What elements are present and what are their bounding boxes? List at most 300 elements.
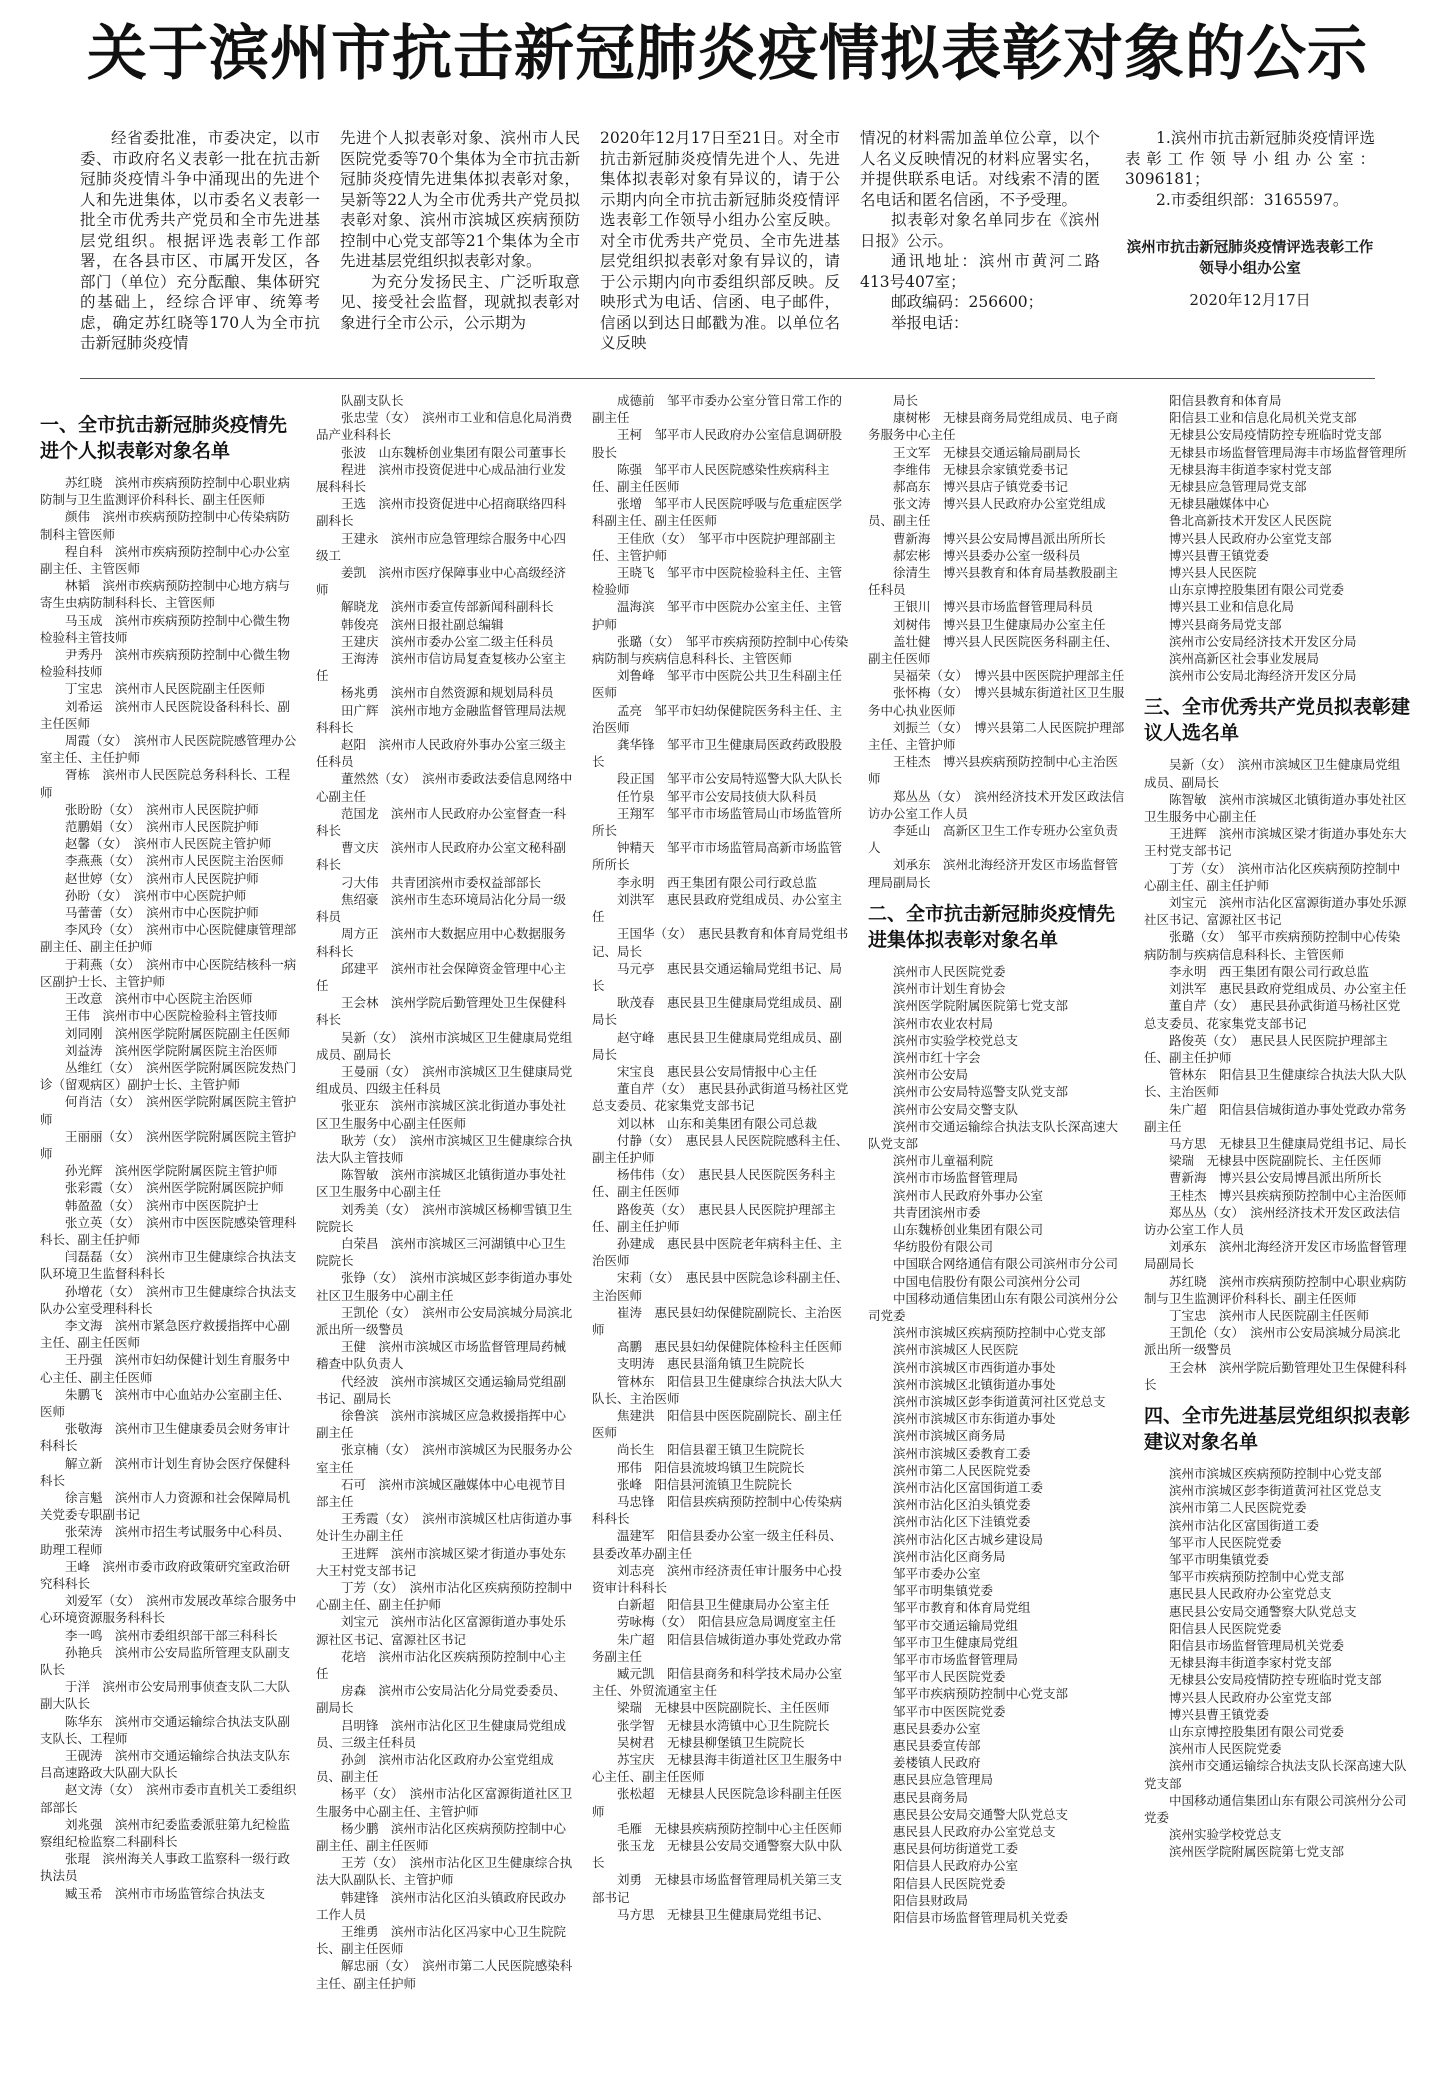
list-item: 滨州市沾化区富国街道工委 bbox=[893, 1479, 1044, 1495]
list-item: 刁大伟 共青团滨州市委权益部部长 bbox=[341, 874, 542, 890]
list-item: 阳信县市场监督管理局机关党委 bbox=[1169, 1638, 1345, 1653]
intro-paragraph: 邮政编码：256600； bbox=[891, 293, 1044, 311]
list-item: 王维勇 滨州市沾化区冯家中心卫生院院长、副主任医师 bbox=[316, 1924, 567, 1957]
list-item: 中国移动通信集团山东有限公司滨州分公司党委 bbox=[1144, 1792, 1407, 1826]
list-item: 张亚东 滨州市滨城区滨北街道办事处社区卫生服务中心副主任医师 bbox=[316, 1098, 567, 1131]
list-item: 徐言魁 滨州市人力资源和社会保障局机关党委专职副书记 bbox=[40, 1489, 291, 1523]
list-item: 韩建锋 滨州市沾化区泊头镇政府民政办工作人员 bbox=[316, 1889, 567, 1922]
list-item: 李风玲（女） 滨州市中心医院健康管理部副主任、副主任护师 bbox=[40, 922, 297, 955]
list-item: 赵阳 滨州市人民政府外事办公室三级主任科员 bbox=[316, 737, 567, 770]
list-item: 路俊英（女） 惠民县人民医院护理部主任、副主任护师 bbox=[592, 1201, 836, 1234]
list-item: 博兴县工业和信息化局 bbox=[1169, 599, 1295, 615]
list-item: 邢伟 阳信县流坡坞镇卫生院院长 bbox=[617, 1459, 805, 1475]
list-item: 康树彬 无棣县商务局党组成员、电子商务服务中心主任 bbox=[868, 410, 1119, 443]
list-item: 滨州市沾化区泊头镇党委 bbox=[893, 1497, 1031, 1513]
list-item: 臧玉希 滨州市市场监管综合执法支 bbox=[65, 1885, 266, 1901]
list-item: 董自芹（女） 惠民县孙武街道马杨社区党总支委员、花家集党支部书记 bbox=[592, 1081, 849, 1114]
list-item: 钟精天 邹平市市场监管局高新市场监管所所长 bbox=[592, 840, 843, 873]
list-item: 刘以林 山东和美集团有限公司总裁 bbox=[617, 1115, 818, 1131]
list-item: 白新超 阳信县卫生健康局办公室主任 bbox=[617, 1597, 830, 1613]
list-item: 滨州市滨城区市东街道办事处 bbox=[893, 1411, 1056, 1427]
list-item: 郑丛丛（女） 滨州经济技术开发区政法信访办公室工作人员 bbox=[1144, 1204, 1401, 1237]
list-item: 宋莉（女） 惠民县中医院急诊科副主任、主治医师 bbox=[592, 1270, 849, 1303]
list-item: 滨州高新区社会事业发展局 bbox=[1169, 651, 1320, 667]
list-item: 惠民县人民政府办公室党总支 bbox=[893, 1824, 1056, 1840]
list-item: 阳信县工业和信息化局机关党支部 bbox=[1169, 410, 1357, 426]
list-item: 博兴县人民政府办公室党支部 bbox=[1169, 1689, 1332, 1705]
list-item: 尹秀丹 滨州市疾病预防控制中心微生物检验科技师 bbox=[40, 647, 291, 680]
list-item: 中国联合网络通信有限公司滨州市分公司 bbox=[893, 1256, 1119, 1272]
list-item: 赵世婷（女） 滨州市人民医院护师 bbox=[65, 870, 259, 886]
list-item: 王翔军 邹平市市场监管局山市场监管所所长 bbox=[592, 805, 843, 839]
list-item: 王进辉 滨州市滨城区梁才街道办事处东大王村党支部书记 bbox=[1144, 826, 1407, 859]
intro-paragraph: 2.市委组织部：3165597。 bbox=[1156, 190, 1349, 209]
list-item: 邹平市交通运输局党组 bbox=[893, 1617, 1019, 1633]
list-item: 温建军 阳信县委办公室一级主任科员、县委改革办副主任 bbox=[592, 1528, 843, 1561]
list-item: 颜伟 滨州市疾病预防控制中心传染病防制科主管医师 bbox=[40, 509, 291, 542]
list-item: 丁芳（女） 滨州市沾化区疾病预防控制中心副主任、副主任护师 bbox=[1144, 860, 1401, 893]
intro-col-2 bbox=[340, 128, 580, 368]
list-item: 滨州实验学校党总支 bbox=[1169, 1827, 1282, 1843]
list-item: 邹平市教育和体育局党组 bbox=[893, 1600, 1031, 1616]
list-item: 李燕燕（女） 滨州市人民医院主治医师 bbox=[65, 853, 284, 869]
list-item: 惠民县委宣传部 bbox=[893, 1738, 981, 1754]
list-item: 邹平市卫生健康局党组 bbox=[893, 1634, 1019, 1650]
list-item: 何肖洁（女） 滨州医学院附属医院主管护师 bbox=[40, 1094, 297, 1127]
list-item: 徐清生 博兴县教育和体育局基教股副主任科员 bbox=[868, 565, 1119, 598]
list-item: 毛雁 无棣县疾病预防控制中心主任医师 bbox=[617, 1820, 843, 1836]
list-item: 孙增花（女） 滨州市卫生健康综合执法支队办公室受理科科长 bbox=[40, 1283, 297, 1316]
list-item: 博兴县曹王镇党委 bbox=[1169, 1706, 1270, 1722]
list-item: 惠民县公安局交通警察大队党总支 bbox=[1169, 1603, 1357, 1619]
list-item: 石可 滨州市滨城区融媒体中心电视节目部主任 bbox=[316, 1476, 567, 1509]
list-item: 王桂杰 博兴县疾病预防控制中心主治医师 bbox=[868, 754, 1119, 787]
list-item: 李永明 西王集团有限公司行政总监 bbox=[617, 874, 818, 890]
list-item: 滨州市人民医院党委 bbox=[1169, 1741, 1282, 1757]
list-item: 滨州市滨城区疾病预防控制中心党支部 bbox=[893, 1325, 1106, 1341]
list-item: 滨州市交通运输综合执法支队长深高速大队党支部 bbox=[868, 1118, 1119, 1151]
list-item: 邹平市中医医院党委 bbox=[893, 1703, 1006, 1719]
list-item: 孙艳兵 滨州市公安局监所管理支队副支队长 bbox=[40, 1644, 291, 1678]
list-item: 刘承东 滨州北海经济开发区市场监督管理局副局长 bbox=[1144, 1239, 1407, 1272]
list-item: 耿芳（女） 滨州市滨城区卫生健康综合执法大队主管技师 bbox=[316, 1132, 573, 1165]
list-item: 马蕾蕾（女） 滨州市中心医院护师 bbox=[65, 905, 259, 921]
list-item: 惠民县应急管理局 bbox=[893, 1772, 994, 1788]
list-item: 惠民县何坊街道党工委 bbox=[893, 1841, 1019, 1857]
list-item: 中国移动通信集团山东有限公司滨州分公司党委 bbox=[868, 1290, 1119, 1323]
list-item: 滨州市滨城区疾病预防控制中心党支部 bbox=[1169, 1465, 1382, 1481]
intro-paragraph: 1.滨州市抗击新冠肺炎疫情评选表彰工作领导小组办公室：3096181； bbox=[1125, 129, 1375, 188]
list-item: 刘益涛 滨州医学院附属医院主治医师 bbox=[65, 1042, 278, 1058]
list-item: 邹平市明集镇党委 bbox=[893, 1583, 994, 1599]
list-item: 王砚涛 滨州市交通运输综合执法支队东吕高速路政大队副大队长 bbox=[40, 1748, 291, 1781]
list-item: 刘爱军（女） 滨州市发展改革综合服务中心环境资源服务科科长 bbox=[40, 1593, 297, 1626]
list-item: 付静（女） 惠民县人民医院院感科主任、副主任护师 bbox=[592, 1132, 849, 1165]
intro-paragraph: 为充分发扬民主、广泛听取意见、接受社会监督，现就拟表彰对象进行全市公示，公示期为 bbox=[340, 272, 580, 332]
list-item: 吴新（女） 滨州市滨城区卫生健康局党组成员、副局长 bbox=[1144, 757, 1401, 790]
list-item: 张增 邹平市人民医院呼吸与危重症医学科副主任、副主任医师 bbox=[592, 496, 843, 529]
list-item: 龚华锋 邹平市卫生健康局医政药政股股长 bbox=[592, 737, 843, 770]
list-item: 张忠莹（女） 滨州市工业和信息化局消费品产业科科长 bbox=[316, 410, 573, 443]
list-item: 张盼盼（女） 滨州市人民医院护师 bbox=[65, 801, 259, 817]
list-item: 周方正 滨州市大数据应用中心数据服务科科长 bbox=[316, 926, 567, 959]
list-item: 王国华（女） 惠民县教育和体育局党组书记、局长 bbox=[592, 926, 849, 959]
list-item: 王凯伦（女） 滨州市公安局滨城分局滨北派出所一级警员 bbox=[1144, 1325, 1401, 1358]
list-item: 吴树君 无棣县柳堡镇卫生院院长 bbox=[617, 1734, 805, 1750]
list-item: 滨州市实验学校党总支 bbox=[893, 1032, 1019, 1048]
list-item: 张荣涛 滨州市招生考试服务中心科员、助理工程师 bbox=[40, 1524, 291, 1557]
section-2-list-cont bbox=[1144, 392, 1412, 684]
list-item: 邹平市疾病预防控制中心党支部 bbox=[1169, 1569, 1345, 1585]
list-item: 崔涛 惠民县妇幼保健院副院长、主治医师 bbox=[592, 1304, 843, 1337]
list-item: 刘秀美（女） 滨州市滨城区杨柳雪镇卫生院院长 bbox=[316, 1201, 573, 1234]
list-item: 刘同刚 滨州医学院附属医院副主任医师 bbox=[65, 1025, 291, 1041]
list-item: 姜楼镇人民政府 bbox=[893, 1755, 981, 1771]
list-item: 滨州市市场监督管理局 bbox=[893, 1170, 1019, 1186]
list-item: 王建永 滨州市应急管理综合服务中心四级工 bbox=[316, 530, 567, 563]
list-item: 滨州市滨城区彭李街道黄河社区党总支 bbox=[1169, 1483, 1382, 1499]
list-item: 山东魏桥创业集团有限公司 bbox=[893, 1221, 1044, 1237]
list-item: 梁瑞 无棣县中医院副院长、主任医师 bbox=[617, 1700, 830, 1716]
section-2-heading: 二、全市抗击新冠肺炎疫情先进集体拟表彰对象名单 bbox=[868, 902, 1116, 951]
column-5 bbox=[1144, 392, 1412, 2082]
list-item: 李永明 西王集团有限公司行政总监 bbox=[1169, 963, 1370, 979]
list-item: 滨州市滨城区北镇街道办事处 bbox=[893, 1376, 1056, 1392]
list-item: 郑丛丛（女） 滨州经济技术开发区政法信访办公室工作人员 bbox=[868, 788, 1125, 821]
list-item: 管林东 阳信县卫生健康综合执法大队大队长、主治医师 bbox=[592, 1373, 843, 1406]
intro-paragraph: 通讯地址：滨州市黄河二路413号407室； bbox=[860, 252, 1100, 291]
list-item: 无棣县应急管理局党支部 bbox=[1169, 479, 1307, 495]
list-item: 王海涛 滨州市信访局复查复核办公室主任 bbox=[316, 651, 567, 684]
list-item: 陈华东 滨州市交通运输综合执法支队副支队长、工程师 bbox=[40, 1713, 291, 1746]
list-item: 徐鲁滨 滨州市滨城区应急救援指挥中心副主任 bbox=[316, 1407, 567, 1441]
list-item: 马方思 无棣县卫生健康局党组书记、 bbox=[617, 1906, 830, 1922]
list-item: 杨伟伟（女） 惠民县人民医院医务科主任、副主任医师 bbox=[592, 1167, 836, 1200]
list-item: 无棣县海丰街道李家村党支部 bbox=[1169, 461, 1332, 477]
list-item: 马忠锋 阳信县疾病预防控制中心传染病科科长 bbox=[592, 1494, 843, 1527]
list-item: 任竹泉 邹平市公安局技侦大队科员 bbox=[617, 788, 818, 804]
list-item: 惠民县商务局 bbox=[893, 1789, 969, 1805]
list-item: 刘振兰（女） 博兴县第二人民医院护理部主任、主管护师 bbox=[868, 719, 1125, 753]
list-item: 阳信县财政局 bbox=[893, 1892, 969, 1908]
list-item: 无棣县市场监督管理局海丰市场监督管理所 bbox=[1169, 444, 1407, 460]
list-item: 马方思 无棣县卫生健康局党组书记、局长 bbox=[1169, 1135, 1407, 1151]
list-item: 山东京博控股集团有限公司党委 bbox=[1169, 582, 1345, 598]
column-2 bbox=[316, 392, 578, 2082]
list-item: 邹平市人民医院党委 bbox=[893, 1669, 1006, 1685]
list-item: 博兴县曹王镇党委 bbox=[1169, 547, 1270, 563]
list-item: 王峰 滨州市委市政府政策研究室政治研究科科长 bbox=[40, 1558, 291, 1591]
list-item: 共青团滨州市委 bbox=[893, 1204, 981, 1220]
list-item: 王晓飞 邹平市中医院检验科主任、主管检验师 bbox=[592, 565, 843, 598]
section-1-list bbox=[40, 474, 302, 1902]
list-item: 张彩霞（女） 滨州医学院附属医院护师 bbox=[65, 1180, 284, 1196]
list-item: 局长 bbox=[893, 393, 919, 408]
list-item: 吴新（女） 滨州市滨城区卫生健康局党组成员、副局长 bbox=[316, 1029, 573, 1062]
list-item: 丛维红（女） 滨州医学院附属医院发热门诊（留观病区）副护士长、主管护师 bbox=[40, 1059, 297, 1093]
list-item: 孟亮 邹平市妇幼保健院医务科主任、主治医师 bbox=[592, 702, 843, 735]
list-item: 阳信县人民医院党委 bbox=[893, 1875, 1006, 1891]
list-item: 赵馨（女） 滨州市人民医院主管护师 bbox=[65, 836, 272, 852]
list-item: 邹平市人民医院党委 bbox=[1169, 1534, 1282, 1550]
list-item: 路俊英（女） 惠民县人民医院护理部主任、副主任护师 bbox=[1144, 1032, 1388, 1065]
list-item: 孙建成 惠民县中医院老年病科主任、主治医师 bbox=[592, 1235, 843, 1269]
list-item: 张铮（女） 滨州市滨城区彭李街道办事处社区卫生服务中心副主任 bbox=[316, 1270, 573, 1303]
section-1-list-cont bbox=[592, 392, 854, 1923]
list-item: 于莉燕（女） 滨州市中心医院结核科一病区副护士长、主管护师 bbox=[40, 956, 297, 989]
list-item: 吕明锋 滨州市沾化区卫生健康局党组成员、三级主任科员 bbox=[316, 1717, 567, 1750]
list-item: 房森 滨州市公安局沾化分局党委委员、副局长 bbox=[316, 1683, 567, 1716]
column-4 bbox=[868, 392, 1130, 2082]
list-item: 苏宝庆 无棣县海丰街道社区卫生服务中心主任、副主任医师 bbox=[592, 1752, 843, 1785]
list-item: 滨州市交通运输综合执法支队长深高速大队党支部 bbox=[1144, 1758, 1407, 1791]
list-item: 博兴县人民医院 bbox=[1169, 565, 1257, 581]
list-item: 尚长生 阳信县翟王镇卫生院院长 bbox=[617, 1442, 805, 1458]
list-item: 胥栋 滨州市人民医院总务科科长、工程师 bbox=[40, 767, 291, 800]
list-item: 张璐（女） 邹平市疾病预防控制中心传染病防制与疾病信息科科长、主管医师 bbox=[1144, 929, 1401, 962]
column-3 bbox=[592, 392, 854, 2082]
list-item: 支明涛 惠民县淄角镇卫生院院长 bbox=[617, 1356, 805, 1372]
list-item: 解立新 滨州市计划生育协会医疗保健科科长 bbox=[40, 1455, 291, 1488]
list-item: 林韬 滨州市疾病预防控制中心地方病与寄生虫病防制科科长、主管医师 bbox=[40, 578, 291, 611]
list-item: 王桂杰 博兴县疾病预防控制中心主治医师 bbox=[1169, 1187, 1407, 1203]
list-item: 韩盈盈（女） 滨州市中医医院护士 bbox=[65, 1197, 259, 1213]
list-item: 博兴县商务局党支部 bbox=[1169, 616, 1282, 632]
list-item: 田广辉 滨州市地方金融监督管理局法规科科长 bbox=[316, 702, 567, 735]
list-item: 滨州市人民医院党委 bbox=[893, 963, 1006, 979]
list-item: 苏红晓 滨州市疾病预防控制中心职业病防制与卫生监测评价科科长、副主任医师 bbox=[40, 475, 291, 508]
list-item: 李一鸣 滨州市委组织部干部三科科长 bbox=[65, 1627, 278, 1643]
intro-paragraph: 经省委批准，市委决定，以市委、市政府名义表彰一批在抗击新冠肺炎疫情斗争中涌现出的先进个人和先进集体，以市委名义表彰一批全市优秀共产党员和全市先进基层党组织。根据评选表彰工作部署，在各县市区、市属开发区，各部门（单位）充分酝酿、集体研究的基础上，经综合评审、统筹考虑，确定苏红晓等170人为全市抗击新冠肺炎疫情 bbox=[80, 129, 320, 352]
list-item: 解晓龙 滨州市委宣传部新闻科副科长 bbox=[341, 599, 554, 615]
list-item: 王选 滨州市投资促进中心招商联络四科副科长 bbox=[316, 496, 567, 529]
intro-col-4 bbox=[860, 128, 1100, 368]
list-item: 杨少鹏 滨州市沾化区疾病预防控制中心副主任、副主任医师 bbox=[316, 1820, 567, 1854]
list-item: 王会林 滨州学院后勤管理处卫生保健科科长 bbox=[1144, 1359, 1407, 1392]
list-item: 陈智敏 滨州市滨城区北镇街道办事处社区卫生服务中心副主任 bbox=[316, 1167, 567, 1200]
list-item: 张玉龙 无棣县公安局交通警察大队中队长 bbox=[592, 1838, 843, 1871]
list-item: 马元亭 惠民县交通运输局党组书记、局长 bbox=[592, 960, 843, 993]
list-item: 王丹强 滨州市妇幼保健计划生育服务中心主任、副主任医师 bbox=[40, 1352, 291, 1385]
list-item: 王芳（女） 滨州市沾化区卫生健康综合执法大队副队长、主管护师 bbox=[316, 1855, 573, 1888]
list-item: 王文军 无棣县交通运输局副局长 bbox=[893, 444, 1081, 460]
list-item: 王建庆 滨州市委办公室二级主任科员 bbox=[341, 633, 554, 649]
list-item: 赵守峰 惠民县卫生健康局党组成员、副局长 bbox=[592, 1029, 843, 1062]
list-item: 无棣县公安局疫情防控专班临时党支部 bbox=[1169, 427, 1382, 443]
list-item: 劳咏梅（女） 阳信县应急局调度室主任 bbox=[617, 1614, 836, 1630]
list-item: 刘志亮 滨州市经济责任审计服务中心投资审计科科长 bbox=[592, 1562, 843, 1596]
intro-paragraph: 2020年12月17日至21日。对全市抗击新冠肺炎疫情先进个人、先进集体拟表彰对象有异议的，请于公示期内向全市抗击新冠肺炎疫情评选表彰工作领导小组办公室反映。对全市优秀共产党员、全市先进基层党组织拟表彰对象有异议的，请于公示期内向市委组织部反映。反映形式为电话、信函、电子邮件，信函以到达日邮戳为准。以单位名义反映 bbox=[600, 129, 840, 352]
list-item: 滨州市沾化区商务局 bbox=[893, 1548, 1006, 1564]
list-item: 滨州市红十字会 bbox=[893, 1049, 981, 1065]
list-item: 郝宏彬 博兴县委办公室一级科员 bbox=[893, 547, 1081, 563]
list-item: 刘承东 滨州北海经济开发区市场监督管理局副局长 bbox=[868, 857, 1119, 890]
list-item: 王曼丽（女） 滨州市滨城区卫生健康局党组成员、四级主任科员 bbox=[316, 1063, 573, 1097]
list-item: 滨州市滨城区委教育工委 bbox=[893, 1445, 1031, 1461]
list-item: 滨州市计划生育协会 bbox=[893, 981, 1006, 997]
divider bbox=[80, 378, 1375, 379]
list-item: 范鹏娟（女） 滨州市人民医院护师 bbox=[65, 819, 259, 835]
sign-date: 2020年12月17日 bbox=[1189, 291, 1311, 309]
list-item: 滨州市公安局特巡警支队党支部 bbox=[893, 1084, 1069, 1100]
list-item: 闫磊磊（女） 滨州市卫生健康综合执法支队环境卫生监督科科长 bbox=[40, 1249, 297, 1282]
column-1 bbox=[40, 392, 302, 2082]
list-item: 朱鹏飞 滨州市中心血站办公室副主任、医师 bbox=[40, 1386, 291, 1419]
list-item: 王凯伦（女） 滨州市公安局滨城分局滨北派出所一级警员 bbox=[316, 1304, 573, 1337]
section-3-heading: 三、全市优秀共产党员拟表彰建议人选名单 bbox=[1144, 696, 1411, 745]
list-item: 刘勇 无棣县市场监督管理局机关第三支部书记 bbox=[592, 1872, 843, 1905]
list-item: 邹平市市场监督管理局 bbox=[893, 1652, 1019, 1668]
list-item: 惠民县人民政府办公室党总支 bbox=[1169, 1586, 1332, 1602]
list-item: 焦建洪 阳信县中医医院副院长、副主任医师 bbox=[592, 1407, 843, 1441]
intro-col-5 bbox=[1125, 128, 1375, 368]
list-item: 无棣县公安局疫情防控专班临时党支部 bbox=[1169, 1672, 1382, 1688]
list-item: 宋宝良 惠民县公安局情报中心主任 bbox=[617, 1063, 818, 1079]
list-item: 张松超 无棣县人民医院急诊科副主任医师 bbox=[592, 1786, 843, 1819]
list-item: 程自科 滨州市疾病预防控制中心办公室副主任、主管医师 bbox=[40, 543, 291, 577]
list-item: 王佳欣（女） 邹平市中医院护理部副主任、主管护师 bbox=[592, 530, 836, 563]
list-item: 陈强 邹平市人民医院感染性疾病科主任、副主任医师 bbox=[592, 461, 830, 495]
list-item: 惠民县委办公室 bbox=[893, 1720, 981, 1736]
list-item: 阳信县人民医院党委 bbox=[1169, 1620, 1282, 1636]
intro-paragraph: 情况的材料需加盖单位公章，以个人名义反映情况的材料应署实名，并提供联系电话。对线索不清的匿名电话和匿名信函，不予受理。 bbox=[860, 129, 1100, 209]
list-item: 盖壮健 博兴县人民医院医务科副主任、副主任医师 bbox=[868, 633, 1119, 667]
list-item: 董自芹（女） 惠民县孙武街道马杨社区党总支委员、花家集党支部书记 bbox=[1144, 998, 1401, 1031]
list-item: 博兴县人民政府办公室党支部 bbox=[1169, 530, 1332, 546]
list-item: 王伟 滨州市中心医院检验科主管技师 bbox=[65, 1008, 278, 1024]
list-item: 马玉成 滨州市疾病预防控制中心微生物检验科主管技师 bbox=[40, 612, 291, 645]
list-item: 滨州市沾化区古城乡建设局 bbox=[893, 1531, 1044, 1547]
list-item: 邹平市明集镇党委 bbox=[1169, 1551, 1270, 1567]
list-item: 李文海 滨州市紧急医疗救援指挥中心副主任、副主任医师 bbox=[40, 1317, 291, 1351]
list-item: 阳信县市场监督管理局机关党委 bbox=[893, 1910, 1069, 1926]
list-item: 王秀霞（女） 滨州市滨城区杜店街道办事处计生办副主任 bbox=[316, 1511, 573, 1544]
list-item: 王改意 滨州市中心医院主治医师 bbox=[65, 991, 253, 1007]
list-item: 张波 山东魏桥创业集团有限公司董事长 bbox=[341, 444, 567, 460]
list-item: 王进辉 滨州市滨城区梁才街道办事处东大王村党支部书记 bbox=[316, 1545, 567, 1578]
list-item: 白荣昌 滨州市滨城区三河湖镇中心卫生院院长 bbox=[316, 1235, 567, 1269]
list-item: 臧元凯 阳信县商务和科学技术局办公室主任、外贸流通室主任 bbox=[592, 1666, 843, 1699]
list-item: 丁宝忠 滨州市人民医院副主任医师 bbox=[1169, 1307, 1370, 1323]
list-item: 滨州市沾化区富国街道工委 bbox=[1169, 1517, 1320, 1533]
list-item: 滨州市滨城区市西街道办事处 bbox=[893, 1359, 1056, 1375]
list-item: 张敬海 滨州市卫生健康委员会财务审计科科长 bbox=[40, 1421, 291, 1454]
intro-col-1 bbox=[80, 128, 320, 368]
section-3-list bbox=[1144, 756, 1412, 1393]
list-item: 滨州医学院附属医院第七党支部 bbox=[893, 998, 1069, 1014]
list-item: 郝高东 博兴县店子镇党委书记 bbox=[893, 479, 1069, 495]
list-item: 滨州市公安局北海经济开发区分局 bbox=[1169, 668, 1357, 684]
list-item: 李维伟 无棣县佘家镇党委书记 bbox=[893, 461, 1069, 477]
intro-col-3 bbox=[600, 128, 840, 368]
list-item: 张文涛 博兴县人民政府办公室党组成员、副主任 bbox=[868, 496, 1106, 529]
list-item: 成德前 邹平市委办公室分管日常工作的副主任 bbox=[592, 393, 843, 426]
intro-paragraph: 拟表彰对象名单同步在《滨州日报》公示。 bbox=[860, 211, 1100, 250]
list-item: 滨州市农业农村局 bbox=[893, 1015, 994, 1031]
intro-paragraph: 举报电话： bbox=[891, 313, 969, 332]
list-item: 朱广超 阳信县信城街道办事处党政办常务副主任 bbox=[592, 1631, 843, 1664]
list-item: 梁瑞 无棣县中医院副院长、主任医师 bbox=[1169, 1153, 1382, 1169]
list-item: 温海滨 邹平市中医院办公室主任、主管护师 bbox=[592, 599, 843, 632]
list-item: 滨州市儿童福利院 bbox=[893, 1153, 994, 1169]
list-item: 王丽丽（女） 滨州医学院附属医院主管护师 bbox=[40, 1128, 297, 1161]
list-item: 张立英（女） 滨州市中医医院感染管理科科长、副主任护师 bbox=[40, 1214, 297, 1247]
list-item: 朱广超 阳信县信城街道办事处党政办常务副主任 bbox=[1144, 1101, 1407, 1134]
list-item: 阳信县教育和体育局 bbox=[1169, 393, 1282, 408]
list-item: 无棣县融媒体中心 bbox=[1169, 496, 1270, 512]
section-1-list-cont bbox=[868, 392, 1130, 891]
list-item: 鲁北高新技术开发区人民医院 bbox=[1169, 513, 1332, 529]
list-item: 滨州市沾化区下洼镇党委 bbox=[893, 1514, 1031, 1530]
list-item: 李延山 高新区卫生工作专班办公室负责人 bbox=[868, 823, 1119, 856]
list-item: 邹平市委办公室 bbox=[893, 1566, 981, 1581]
list-item: 丁芳（女） 滨州市沾化区疾病预防控制中心副主任、副主任护师 bbox=[316, 1580, 573, 1613]
list-item: 姜凯 滨州市医疗保障事业中心高级经济师 bbox=[316, 565, 567, 598]
list-item: 花培 滨州市沾化区疾病预防控制中心主任 bbox=[316, 1648, 567, 1682]
list-item: 吴福荣（女） 博兴县中医医院护理部主任 bbox=[893, 668, 1125, 684]
list-item: 张学智 无棣县水湾镇中心卫生院院长 bbox=[617, 1717, 830, 1733]
list-item: 刘宝元 滨州市沾化区富源街道办事处乐源社区书记、富源社区书记 bbox=[1144, 895, 1407, 928]
list-item: 张琨 滨州海关人事政工监察科一级行政执法员 bbox=[40, 1851, 291, 1884]
list-item: 高鹏 惠民县妇幼保健院体检科主任医师 bbox=[617, 1339, 843, 1355]
list-item: 王银川 博兴县市场监督管理局科员 bbox=[893, 599, 1094, 615]
list-item: 张峰 阳信县河流镇卫生院院长 bbox=[617, 1476, 793, 1492]
list-item: 刘宝元 滨州市沾化区富源街道办事处乐源社区书记、富源社区书记 bbox=[316, 1614, 567, 1647]
list-item: 董然然（女） 滨州市委政法委信息网络中心副主任 bbox=[316, 771, 573, 804]
list-item: 苏红晓 滨州市疾病预防控制中心职业病防制与卫生监测评价科科长、副主任医师 bbox=[1144, 1273, 1407, 1306]
list-item: 邱建平 滨州市社会保障资金管理中心主任 bbox=[316, 960, 567, 993]
list-item: 滨州市公安局交警支队 bbox=[893, 1101, 1019, 1117]
list-item: 滨州市第二人民医院党委 bbox=[893, 1462, 1031, 1478]
list-item: 孙光辉 滨州医学院附属医院主管护师 bbox=[65, 1163, 278, 1179]
list-item: 于洋 滨州市公安局刑事侦查支队二大队副大队长 bbox=[40, 1679, 291, 1712]
list-item: 耿茂春 惠民县卫生健康局党组成员、副局长 bbox=[592, 995, 843, 1028]
list-item: 刘洪军 惠民县政府党组成员、办公室主任 bbox=[1169, 981, 1407, 997]
list-item: 杨平（女） 滨州市沾化区富源街道社区卫生服务中心副主任、主管护师 bbox=[316, 1786, 573, 1819]
list-item: 山东京博控股集团有限公司党委 bbox=[1169, 1724, 1345, 1740]
list-item: 滨州市公安局经济技术开发区分局 bbox=[1169, 633, 1357, 649]
list-item: 管林东 阳信县卫生健康综合执法大队大队长、主治医师 bbox=[1144, 1067, 1407, 1100]
list-item: 曹新海 博兴县公安局博昌派出所所长 bbox=[893, 530, 1106, 546]
list-item: 张怀梅（女） 博兴县城东街道社区卫生服务中心执业医师 bbox=[868, 685, 1125, 718]
list-item: 滨州市人民政府外事办公室 bbox=[893, 1187, 1044, 1203]
list-item: 滨州市第二人民医院党委 bbox=[1169, 1500, 1307, 1516]
list-item: 张京楠（女） 滨州市滨城区为民服务办公室主任 bbox=[316, 1442, 573, 1475]
list-item: 曹新海 博兴县公安局博昌派出所所长 bbox=[1169, 1170, 1382, 1186]
signer: 滨州市抗击新冠肺炎疫情评选表彰工作领导小组办公室 bbox=[1126, 240, 1374, 277]
list-item: 周霞（女） 滨州市人民医院院感管理办公室主任、主任护师 bbox=[40, 733, 297, 766]
section-1-heading: 一、全市抗击新冠肺炎疫情先进个人拟表彰对象名单 bbox=[40, 414, 288, 462]
list-item: 丁宝忠 滨州市人民医院副主任医师 bbox=[65, 681, 266, 697]
list-item: 韩俊亮 滨州日报社副总编辑 bbox=[341, 616, 504, 632]
list-item: 焦绍豪 滨州市生态环境局沾化分局一级科员 bbox=[316, 891, 567, 925]
list-item: 中国电信股份有限公司滨州分公司 bbox=[893, 1273, 1081, 1289]
list-item: 惠民县公安局交通警大队党总支 bbox=[893, 1806, 1069, 1822]
list-item: 代经波 滨州市滨城区交通运输局党组副书记、副局长 bbox=[316, 1373, 567, 1406]
list-item: 华纺股份有限公司 bbox=[893, 1239, 994, 1255]
list-item: 队副支队长 bbox=[341, 393, 404, 408]
list-item: 滨州医学院附属医院第七党支部 bbox=[1169, 1844, 1345, 1860]
section-2-list bbox=[868, 963, 1130, 1926]
list-item: 滨州市滨城区人民医院 bbox=[893, 1342, 1019, 1358]
list-item: 杨兆勇 滨州市自然资源和规划局科员 bbox=[341, 685, 554, 701]
list-item: 邹平市疾病预防控制中心党支部 bbox=[893, 1686, 1069, 1702]
list-item: 阳信县人民政府办公室 bbox=[893, 1858, 1019, 1874]
intro-paragraph: 先进个人拟表彰对象、滨州市人民医院党委等70个集体为全市抗击新冠肺炎疫情先进集体拟表彰对象，吴新等22人为全市优秀共产党员拟表彰对象、滨州市滨城区疾病预防控制中心党支部等21个集体为全市先进基层党组织拟表彰对象。 bbox=[340, 129, 580, 270]
section-4-list bbox=[1144, 1465, 1412, 1861]
list-item: 解忠丽（女） 滨州市第二人民医院感染科主任、副主任护师 bbox=[316, 1958, 573, 1991]
list-item: 孙盼（女） 滨州市中心医院护师 bbox=[65, 887, 247, 903]
